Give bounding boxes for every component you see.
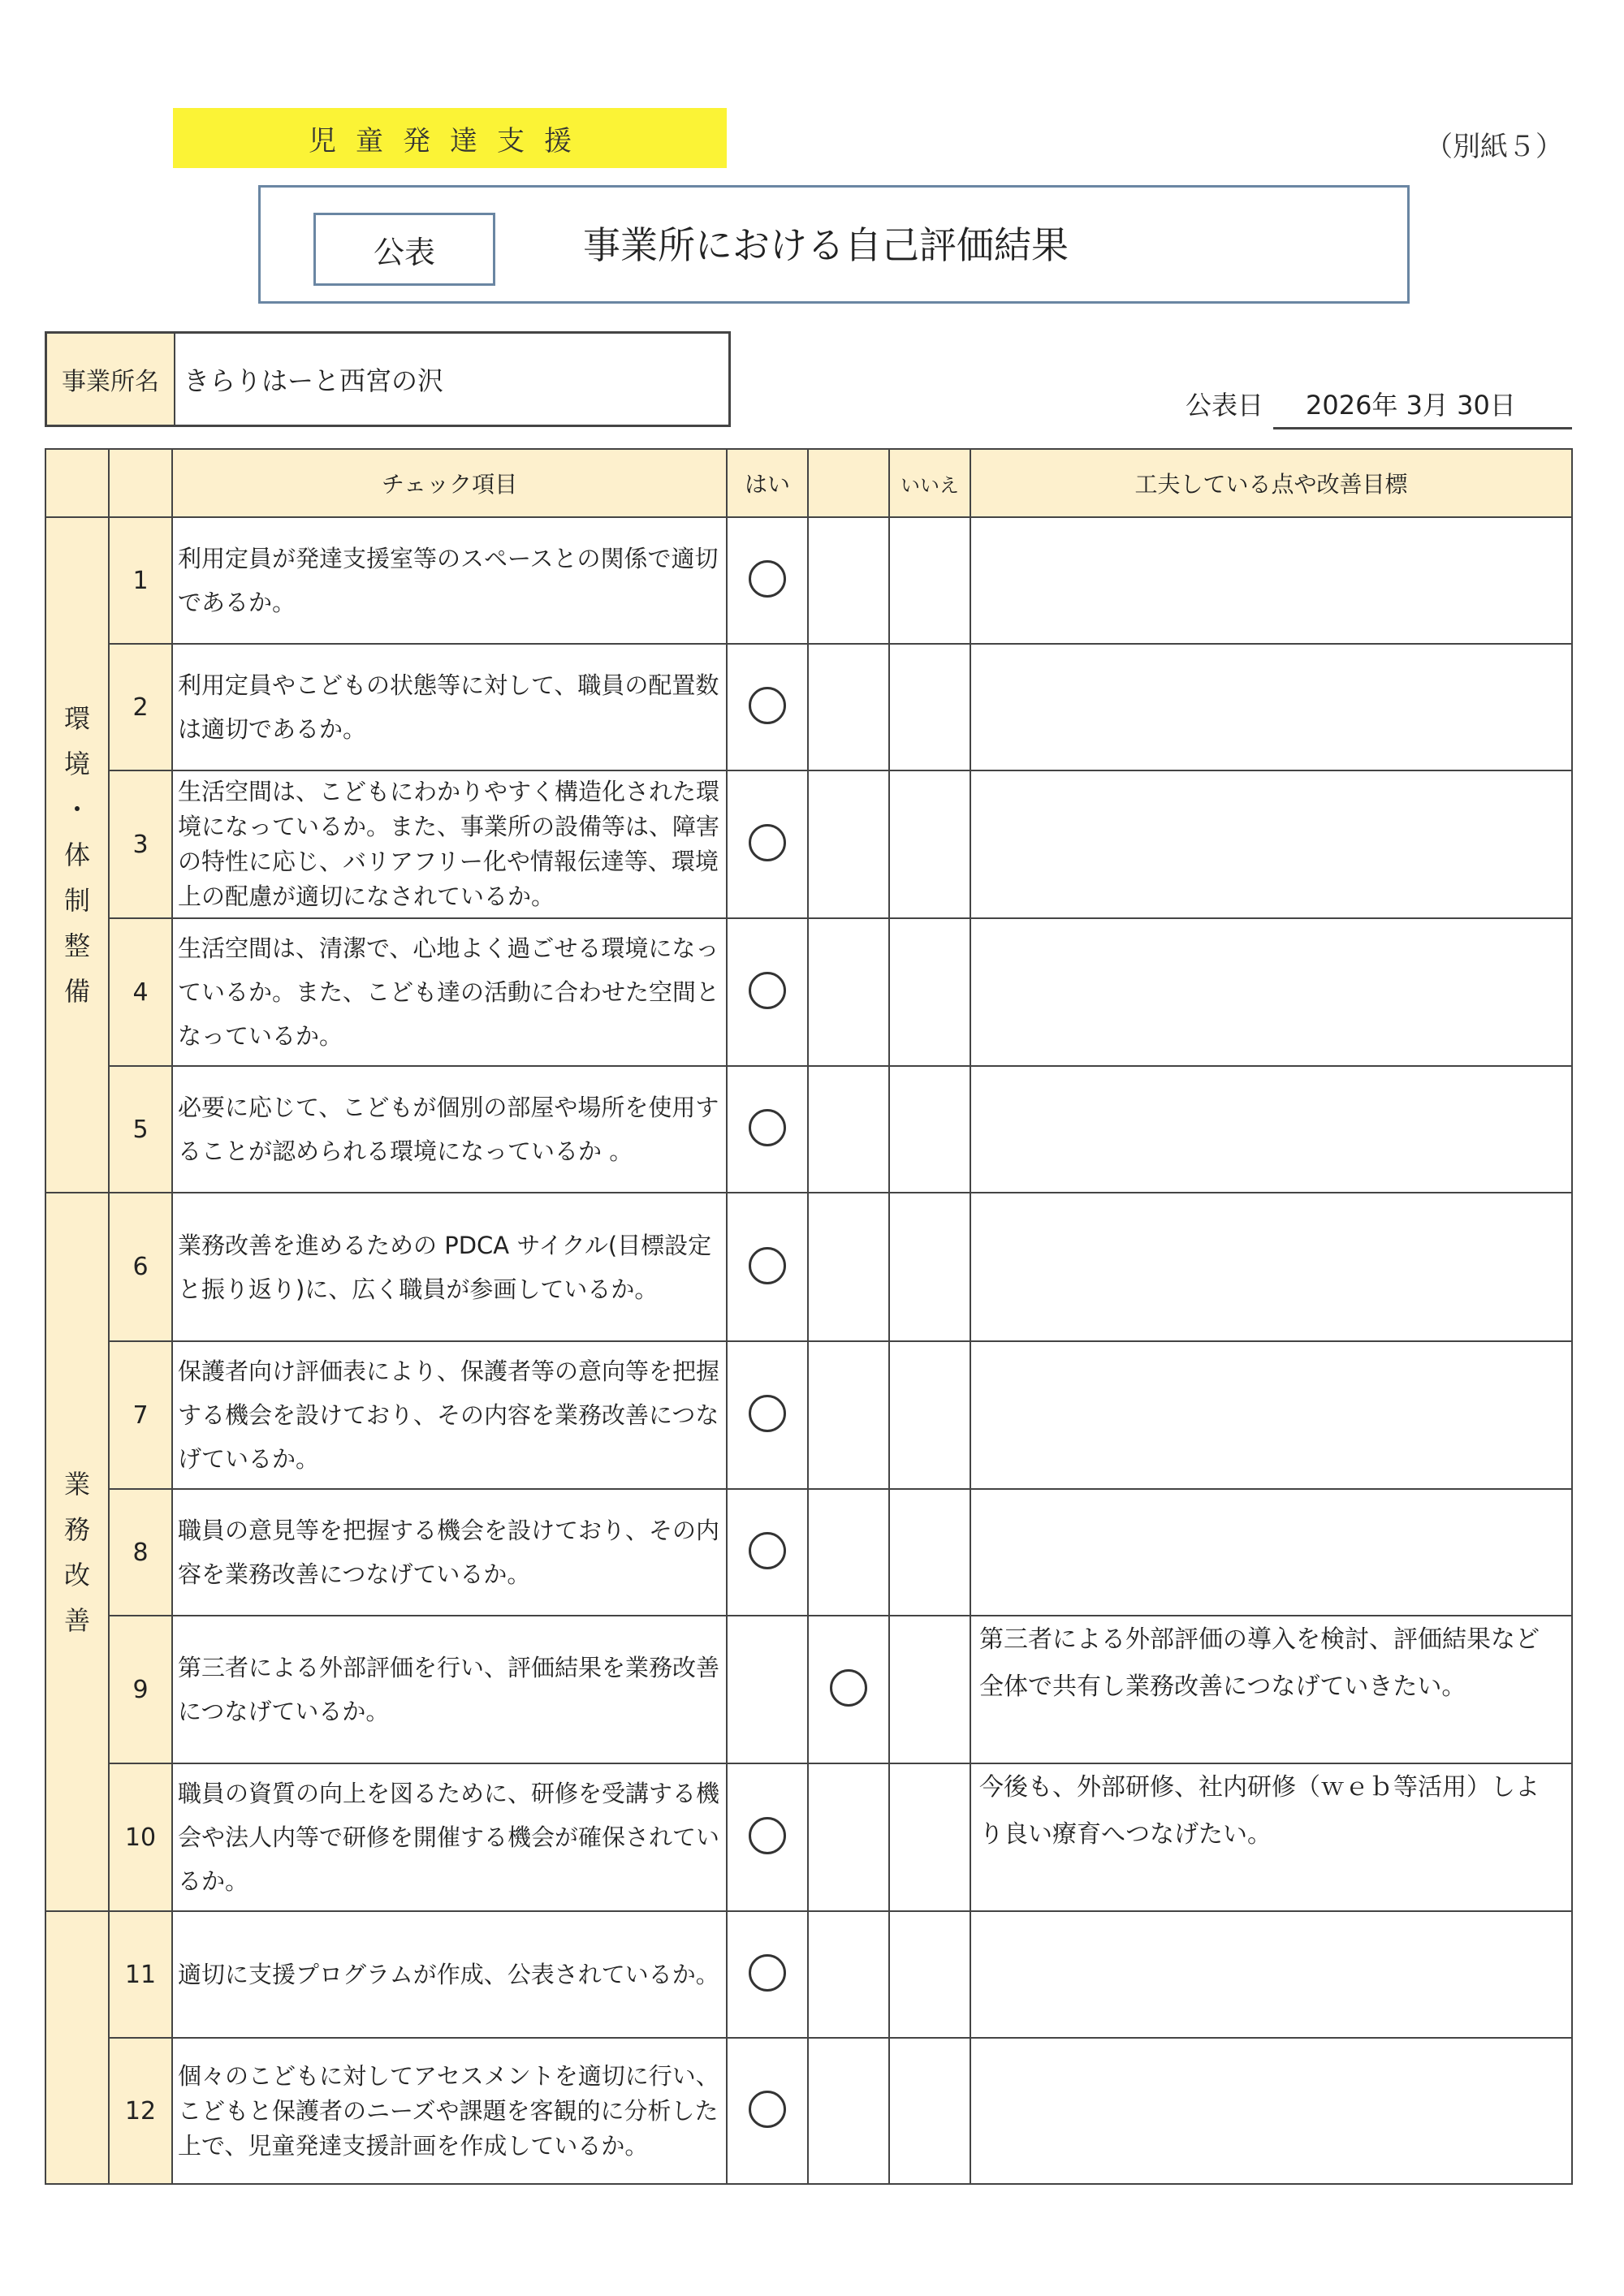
table-row bbox=[45, 517, 1572, 644]
page-title: 事業所における自己評価結果 bbox=[583, 223, 1069, 267]
no-cell bbox=[889, 1763, 970, 1911]
publish-date-label: 公表日 bbox=[1186, 390, 1264, 421]
publish-badge: 公表 bbox=[313, 213, 495, 286]
yes-circle-icon bbox=[749, 687, 786, 724]
check-item-text: 保護者向け評価表により、保護者等の意向等を把握する機会を設けており、その内容を業務改善につなげているか。 bbox=[172, 1341, 727, 1489]
check-item-text: 職員の資質の向上を図るために、研修を受講する機会や法人内等で研修を開催する機会が確保されているか。 bbox=[172, 1763, 727, 1911]
row-number: 1 bbox=[109, 517, 172, 644]
table-row bbox=[45, 918, 1572, 1066]
yes-cell bbox=[727, 1066, 808, 1193]
improvement-note bbox=[970, 517, 1572, 644]
check-item-text: 利用定員やこどもの状態等に対して、職員の配置数は適切であるか。 bbox=[172, 644, 727, 770]
yes-circle-icon bbox=[749, 1817, 786, 1854]
improvement-note bbox=[970, 1489, 1572, 1616]
header-blank-middle bbox=[808, 449, 889, 517]
row-number: 6 bbox=[109, 1193, 172, 1341]
no-cell bbox=[808, 1616, 889, 1763]
blank-cell bbox=[808, 1763, 889, 1911]
row-number: 2 bbox=[109, 644, 172, 770]
attachment-label: （別紙５） bbox=[1425, 131, 1563, 163]
blank-cell bbox=[808, 770, 889, 918]
yes-cell bbox=[727, 1911, 808, 2038]
table-row bbox=[45, 1911, 1572, 2038]
row-number: 4 bbox=[109, 918, 172, 1066]
category-environment: 環 境 ・ 体 制 整 備 bbox=[45, 517, 109, 1193]
blank-cell bbox=[889, 1616, 970, 1763]
blank-cell bbox=[808, 1911, 889, 2038]
improvement-note: 今後も、外部研修、社内研修（ｗｅｂ等活用）しより良い療育へつなげたい。 bbox=[970, 1763, 1572, 1911]
yes-cell bbox=[727, 517, 808, 644]
header-blank-category bbox=[45, 449, 109, 517]
check-item-text: 必要に応じて、こどもが個別の部屋や場所を使用することが認められる環境になっているか 。 bbox=[172, 1066, 727, 1193]
no-cell bbox=[889, 517, 970, 644]
improvement-note bbox=[970, 1066, 1572, 1193]
blank-cell bbox=[808, 517, 889, 644]
row-number: 7 bbox=[109, 1341, 172, 1489]
evaluation-table bbox=[45, 448, 1573, 2185]
yes-cell bbox=[727, 2038, 808, 2184]
improvement-note bbox=[970, 1341, 1572, 1489]
office-label: 事業所名 bbox=[47, 334, 175, 425]
check-item-text: 生活空間は、清潔で、心地よく過ごせる環境になっているか。また、こども達の活動に合わせた空間となっているか。 bbox=[172, 918, 727, 1066]
check-item-text: 生活空間は、こどもにわかりやすく構造化された環境になっているか。また、事業所の設備等は、障害の特性に応じ、バリアフリー化や情報伝達等、環境上の配慮が適切になされているか。 bbox=[172, 770, 727, 918]
table-row bbox=[45, 1763, 1572, 1911]
header-no: いいえ bbox=[889, 449, 970, 517]
yes-circle-icon bbox=[749, 2091, 786, 2128]
publish-date: 2026年 3月 30日 bbox=[1306, 390, 1516, 421]
check-item-text: 職員の意見等を把握する機会を設けており、その内容を業務改善につなげているか。 bbox=[172, 1489, 727, 1616]
improvement-note: 第三者による外部評価の導入を検討、評価結果など全体で共有し業務改善につなげていきたい。 bbox=[970, 1616, 1572, 1763]
blank-cell bbox=[808, 1066, 889, 1193]
no-cell bbox=[889, 918, 970, 1066]
category-support-program bbox=[45, 1911, 109, 2184]
category-business-improvement: 業 務 改 善 bbox=[45, 1193, 109, 1911]
table-row bbox=[45, 1616, 1572, 1763]
improvement-note bbox=[970, 1911, 1572, 2038]
yes-circle-icon bbox=[749, 560, 786, 598]
no-cell bbox=[889, 1193, 970, 1341]
table-row bbox=[45, 1341, 1572, 1489]
yes-circle-icon bbox=[749, 1395, 786, 1432]
no-cell bbox=[889, 1341, 970, 1489]
blank-cell bbox=[808, 918, 889, 1066]
date-underline bbox=[1273, 427, 1572, 429]
yes-circle-icon bbox=[749, 1109, 786, 1146]
yes-cell bbox=[727, 1193, 808, 1341]
row-number: 9 bbox=[109, 1616, 172, 1763]
table-header-row bbox=[45, 449, 1572, 517]
blank-cell bbox=[808, 1193, 889, 1341]
blank-cell bbox=[808, 1489, 889, 1616]
yes-cell bbox=[727, 1341, 808, 1489]
office-box bbox=[45, 331, 731, 427]
yes-circle-icon bbox=[749, 1247, 786, 1284]
no-cell bbox=[889, 1066, 970, 1193]
office-name: きらりはーと西宮の沢 bbox=[184, 365, 444, 396]
check-item-text: 個々のこどもに対してアセスメントを適切に行い、こどもと保護者のニーズや課題を客観的に分析した上で、児童発達支援計画を作成しているか。 bbox=[172, 2038, 727, 2184]
header-yes: はい bbox=[727, 449, 808, 517]
yes-cell bbox=[727, 770, 808, 918]
blank-cell bbox=[808, 1341, 889, 1489]
yes-cell bbox=[727, 644, 808, 770]
blank-cell bbox=[808, 2038, 889, 2184]
table-row bbox=[45, 1489, 1572, 1616]
no-circle-icon bbox=[830, 1669, 867, 1707]
table-row bbox=[45, 1066, 1572, 1193]
table-row bbox=[45, 770, 1572, 918]
row-number: 12 bbox=[109, 2038, 172, 2184]
header-improvement: 工夫している点や改善目標 bbox=[970, 449, 1572, 517]
improvement-note bbox=[970, 770, 1572, 918]
check-item-text: 第三者による外部評価を行い、評価結果を業務改善につなげているか。 bbox=[172, 1616, 727, 1763]
yes-cell bbox=[727, 918, 808, 1066]
row-number: 10 bbox=[109, 1763, 172, 1911]
header-blank-number bbox=[109, 449, 172, 517]
check-item-text: 業務改善を進めるための PDCA サイクル(目標設定と振り返り)に、広く職員が参画しているか。 bbox=[172, 1193, 727, 1341]
table-row bbox=[45, 2038, 1572, 2184]
yes-cell bbox=[727, 1489, 808, 1616]
row-number: 5 bbox=[109, 1066, 172, 1193]
blank-cell bbox=[808, 644, 889, 770]
improvement-note bbox=[970, 918, 1572, 1066]
check-item-text: 適切に支援プログラムが作成、公表されているか。 bbox=[172, 1911, 727, 2038]
yes-cell bbox=[727, 1616, 808, 1763]
table-row bbox=[45, 644, 1572, 770]
no-cell bbox=[889, 2038, 970, 2184]
row-number: 8 bbox=[109, 1489, 172, 1616]
yes-circle-icon bbox=[749, 1954, 786, 1992]
no-cell bbox=[889, 1911, 970, 2038]
improvement-note bbox=[970, 2038, 1572, 2184]
improvement-note bbox=[970, 644, 1572, 770]
no-cell bbox=[889, 1489, 970, 1616]
row-number: 3 bbox=[109, 770, 172, 918]
table-row bbox=[45, 1193, 1572, 1341]
no-cell bbox=[889, 644, 970, 770]
program-tag: 児童発達支援 bbox=[173, 108, 727, 168]
no-cell bbox=[889, 770, 970, 918]
check-item-text: 利用定員が発達支援室等のスペースとの関係で適切であるか。 bbox=[172, 517, 727, 644]
improvement-note bbox=[970, 1193, 1572, 1341]
yes-circle-icon bbox=[749, 824, 786, 861]
yes-cell bbox=[727, 1763, 808, 1911]
row-number: 11 bbox=[109, 1911, 172, 2038]
header-check-item: チェック項目 bbox=[172, 449, 727, 517]
yes-circle-icon bbox=[749, 972, 786, 1009]
yes-circle-icon bbox=[749, 1532, 786, 1569]
